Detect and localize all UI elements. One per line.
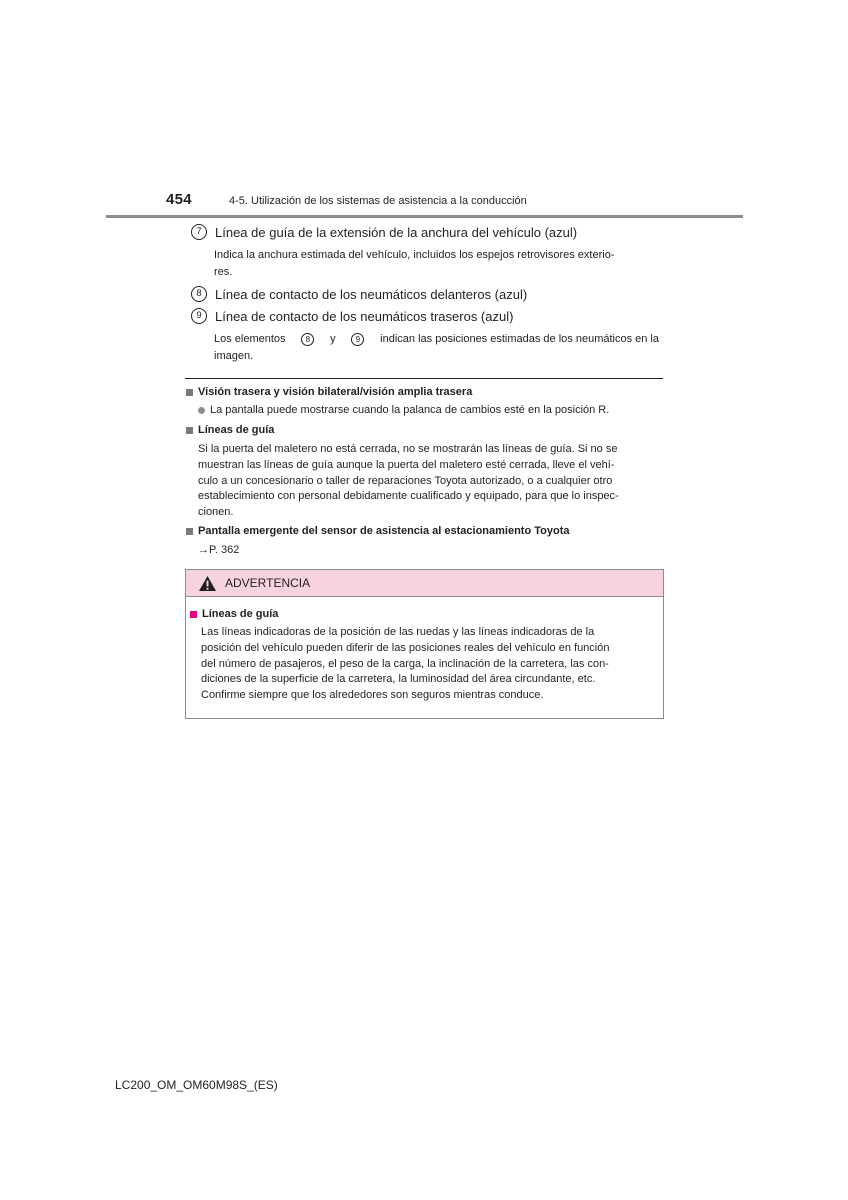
warning-line: del número de pasajeros, el peso de la carga, la inclinación de la carretera, las con- [201, 657, 609, 670]
item-label: Línea de contacto de los neumáticos delanteros (azul) [215, 286, 528, 302]
heading-text: Visión trasera y visión bilateral/visión amplia trasera [198, 386, 473, 398]
para-line: muestran las líneas de guía aunque la puerta del maletero esté cerrada, lleve el vehí- [198, 458, 615, 471]
bullet-text: La pantalla puede mostrarse cuando la palanca de cambios esté en la posición R. [210, 404, 610, 416]
desc-line [214, 331, 659, 348]
item-label: Línea de contacto de los neumáticos traseros (azul) [215, 308, 514, 324]
square-bullet-icon [186, 528, 193, 535]
section-title: 4-5. Utilización de los sistemas de asistencia a la conducción [229, 195, 527, 207]
warning-text [201, 625, 653, 704]
circled-ref-9: 9 [351, 333, 364, 346]
square-bullet-icon [186, 427, 193, 434]
page-reference: →P. 362 [198, 544, 240, 556]
circled-number-7: 7 [191, 224, 207, 240]
section-heading [186, 525, 570, 537]
desc-text: indican las posiciones estimadas de los neumáticos en la [380, 333, 659, 345]
warning-triangle-icon [198, 575, 217, 592]
para-line: cionen. [198, 506, 234, 519]
desc-text: y [330, 333, 336, 345]
para-line: establecimiento con personal debidamente cualificado y equipado, para que lo inspec- [198, 490, 619, 503]
warning-line: diciones de la superficie de la carretera, la luminosidad del área circundante, etc. [201, 673, 596, 686]
circled-number-8: 8 [191, 286, 207, 302]
warning-box [185, 569, 664, 719]
desc-line: Indica la anchura estimada del vehículo, incluidos los espejos retrovisores exterio- [214, 249, 615, 261]
subheading-text: Líneas de guía [202, 608, 279, 620]
circle-bullet-icon [198, 407, 205, 414]
circled-ref-8: 8 [301, 333, 314, 346]
warning-header [186, 570, 663, 597]
desc-text: Los elementos [214, 333, 286, 345]
section-heading [186, 386, 472, 398]
desc-line: res. [214, 266, 233, 278]
para-line: Si la puerta del maletero no está cerrada, no se mostrarán las líneas de guía. Si no se [198, 443, 618, 455]
warning-title: ADVERTENCIA [225, 576, 311, 590]
warning-line: Confirme siempre que los alrededores son seguros mientras conduce. [201, 689, 544, 702]
square-bullet-icon [186, 389, 193, 396]
para-line: culo a un concesionario o taller de reparaciones Toyota autorizado, o a cualquier otro [198, 474, 613, 487]
item-label: Línea de guía de la extensión de la anchura del vehículo (azul) [215, 224, 578, 240]
heading-text: Pantalla emergente del sensor de asistencia al estacionamiento Toyota [198, 525, 570, 537]
desc-line: imagen. [214, 350, 254, 362]
section-heading [186, 424, 274, 436]
list-item-9 [191, 308, 513, 324]
pink-square-bullet-icon [190, 611, 197, 618]
item-description [214, 331, 659, 365]
item-description [214, 247, 659, 281]
list-item-7 [191, 224, 577, 240]
warning-subheading [190, 608, 278, 620]
bullet-item [198, 404, 609, 416]
section-divider [185, 378, 663, 379]
header-rule [106, 215, 743, 218]
circled-number-9: 9 [191, 308, 207, 324]
warning-line: Las líneas indicadoras de la posición de las ruedas y las líneas indicadoras de la [201, 626, 595, 638]
warning-line: posición del vehículo pueden diferir de las posiciones reales del vehículo en función [201, 641, 610, 654]
footer-code: LC200_OM_OM60M98S_(ES) [115, 1078, 278, 1092]
heading-text: Líneas de guía [198, 424, 275, 436]
list-item-8 [191, 286, 527, 302]
page-number: 454 [166, 191, 192, 208]
section-paragraph [198, 442, 658, 521]
